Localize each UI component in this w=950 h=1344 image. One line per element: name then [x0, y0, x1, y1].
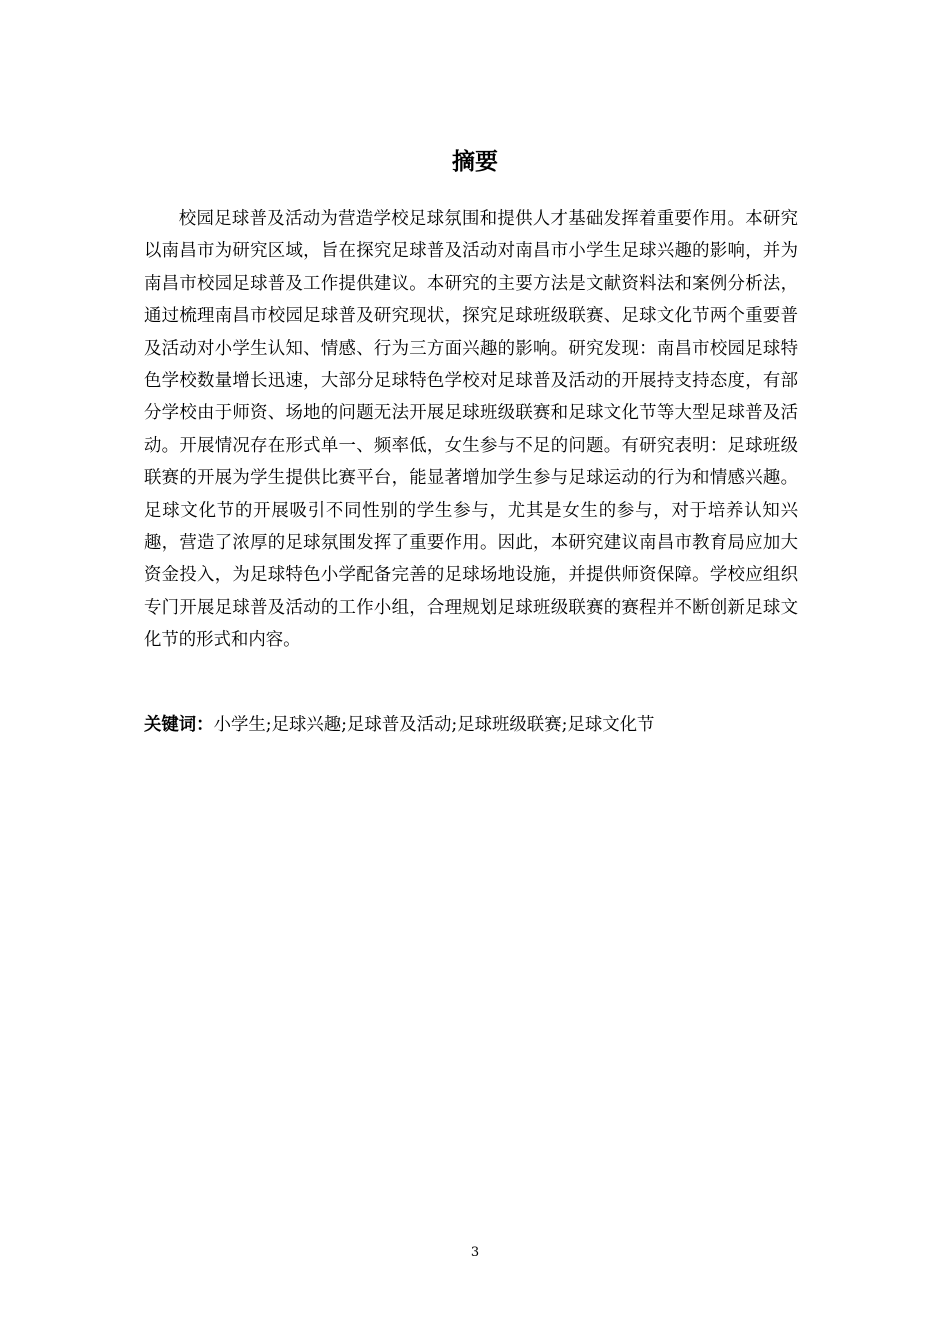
keywords-line: [144, 709, 804, 741]
abstract-title: 摘要: [452, 149, 498, 175]
keywords-list: 小学生;足球兴趣;足球普及活动;足球班级联赛;足球文化节: [213, 715, 655, 735]
keywords-label: 关键词：: [144, 715, 214, 735]
page-number: 3: [470, 1245, 480, 1260]
abstract-body: 校园足球普及活动为营造学校足球氛围和提供人才基础发挥着重要作用。本研究以南昌市为研究区域，旨在探究足球普及活动对南昌市小学生足球兴趣的影响，并为南昌市校园足球普及工作提供建议。本研究的主要方法是文献资料法和案例分析法，通过梳理南昌市校园足球普及研究现状，探究足球班级联赛、足球文化节两个重要普及活动对小学生认知、情感、行为三方面兴趣的影响。研究发现：南昌市校园足球特色学校数量增长迅速，大部分足球特色学校对足球普及活动的开展持支持态度，有部分学校由于师资、场地的问题无法开展足球班级联赛和足球文化节等大型足球普及活动。开展情况存在形式单一、频率低，女生参与不足的问题。有研究表明：足球班级联赛的开展为学生提供比赛平台，能显著增加学生参与足球运动的行为和情感兴趣。足球文化节的开展吸引不同性别的学生参与，尤其是女生的参与，对于培养认知兴趣，营造了浓厚的足球氛围发挥了重要作用。因此，本研究建议南昌市教育局应加大资金投入，为足球特色小学配备完善的足球场地设施，并提供师资保障。学校应组织专门开展足球普及活动的工作小组，合理规划足球班级联赛的赛程并不断创新足球文化节的形式和内容。: [144, 209, 798, 651]
